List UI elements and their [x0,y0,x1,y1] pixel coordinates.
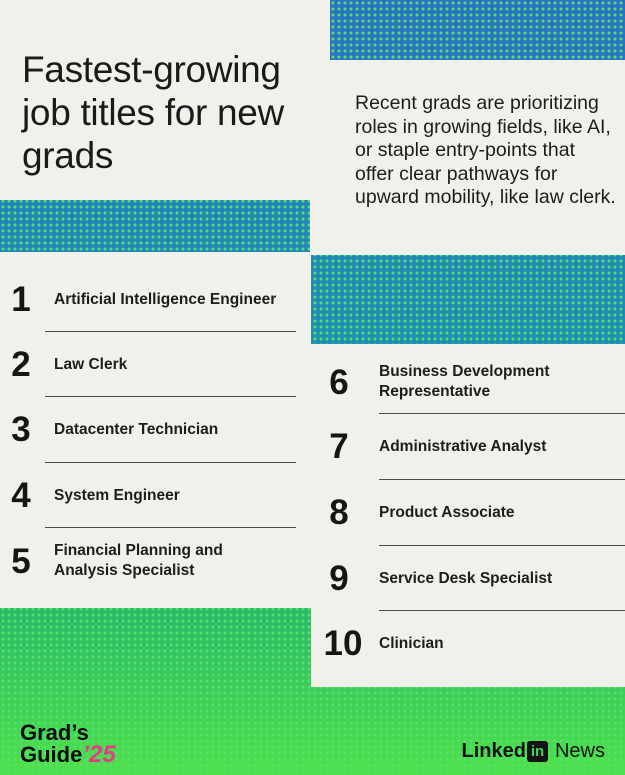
job-title: Clinician [379,634,444,652]
rank-number: 3 [11,410,31,449]
job-title: Business Development Representative [379,363,550,400]
rank-number: 6 [329,362,349,402]
divider [45,462,296,463]
rank-number: 2 [11,345,31,384]
divider [45,527,296,528]
rank-number: 5 [11,541,31,581]
news-text: News [554,740,605,762]
divider [379,413,625,414]
job-title: Law Clerk [54,355,128,373]
job-title: Service Desk Specialist [379,569,553,587]
list-item [320,626,609,661]
rank-number: 1 [11,280,31,319]
guide-line2: Guide [20,742,83,767]
divider [379,479,625,480]
list-item [9,412,284,447]
list-item [324,561,609,596]
divider [45,331,296,332]
linkedin-icon: in [527,741,548,762]
rank-number: 10 [323,624,363,663]
job-title: Administrative Analyst [379,437,547,455]
linkedin-news-logo [462,740,605,763]
rank-number: 4 [11,476,31,515]
linkedin-text: Linked [461,740,526,762]
rank-number: 9 [329,559,349,598]
rank-number: 8 [329,493,349,532]
guide-line1: Grad’s [20,720,89,745]
list-item [9,541,254,581]
rank-number: 7 [329,427,349,466]
job-title: Financial Planning and Analysis Specialist [54,542,223,579]
list-item [324,429,609,464]
description-text: Recent grads are prioritizing roles in growing fields, like AI, or staple entry-points that offer clear pathways for upward mobility, like law clerk. [355,92,616,208]
job-title: System Engineer [54,486,180,504]
guide-year: ’25 [82,741,116,768]
job-title: Datacenter Technician [54,420,219,438]
page-title: Fastest-growing job titles for new grads [22,49,284,176]
divider [45,396,296,397]
list-item [9,347,284,382]
list-item [9,282,312,317]
list-item [324,495,609,530]
divider [379,610,625,611]
job-title: Artificial Intelligence Engineer [54,290,277,308]
list-item [324,362,589,402]
divider [379,545,625,546]
grads-guide-logo [20,722,116,766]
job-title: Product Associate [379,503,515,521]
list-item [9,478,284,513]
